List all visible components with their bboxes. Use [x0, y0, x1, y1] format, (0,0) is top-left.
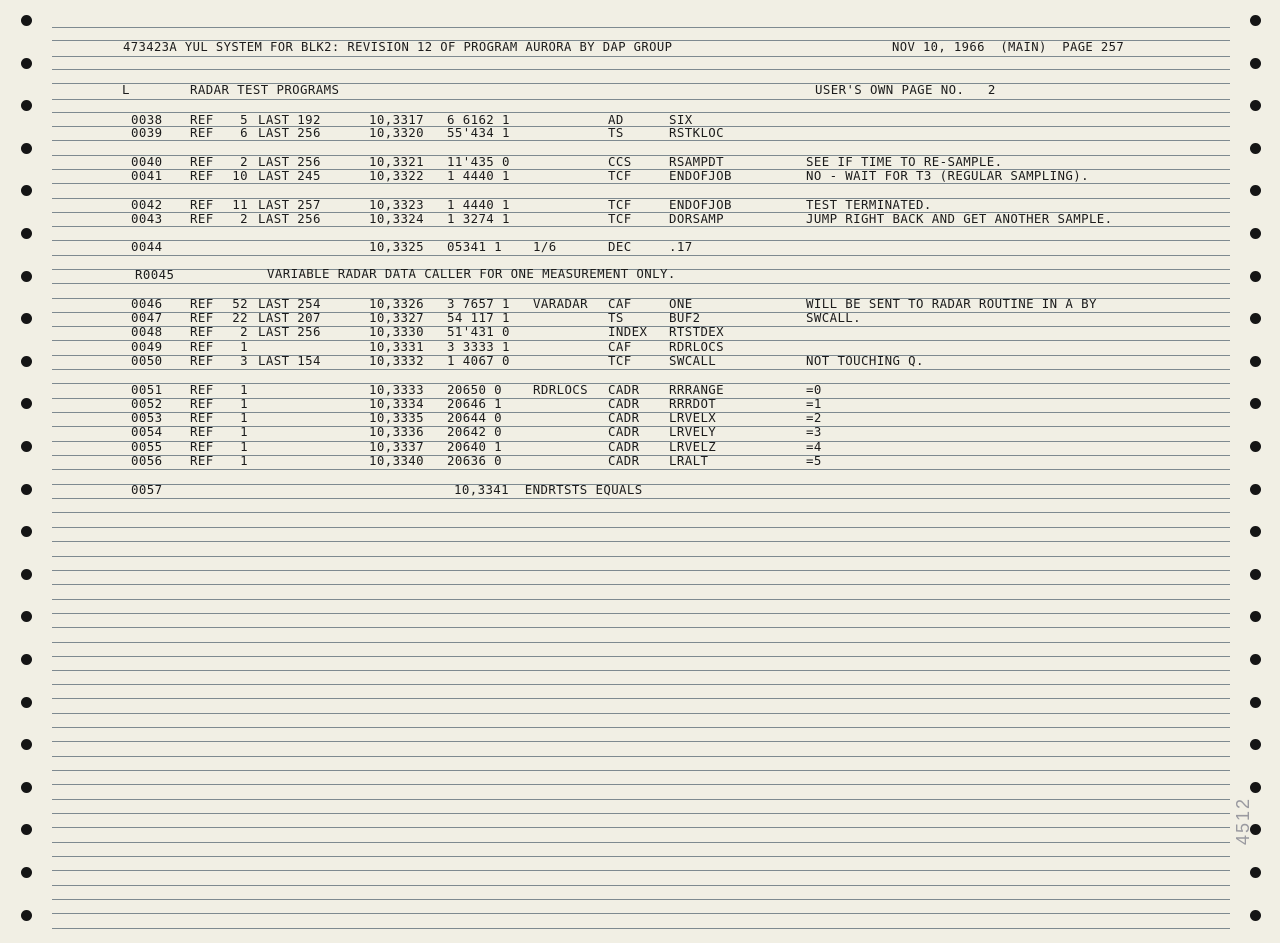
label: 1/6 [533, 239, 557, 254]
opcode: INDEX [608, 324, 648, 339]
feed-hole [1250, 100, 1261, 111]
feed-hole [1250, 356, 1261, 367]
feed-hole [21, 654, 32, 665]
ref-count: 1 [240, 382, 248, 397]
comment: =1 [806, 396, 822, 411]
ref-count: 2 [240, 211, 248, 226]
page-stamp: 4512 [1233, 796, 1253, 845]
operand: ENDOFJOB [669, 168, 732, 183]
last-ref: LAST 192 [258, 112, 321, 127]
ref-keyword: REF [190, 339, 214, 354]
feed-hole [21, 313, 32, 324]
date-and-page: NOV 10, 1966 (MAIN) PAGE 257 [892, 40, 1125, 54]
users-own-page-no: USER'S OWN PAGE NO. 2 [815, 82, 996, 97]
ruled-line [52, 541, 1230, 542]
feed-hole [1250, 484, 1261, 495]
address: 10,3325 [369, 239, 425, 254]
feed-hole [21, 824, 32, 835]
octal-word: 05341 1 [447, 239, 503, 254]
last-ref: LAST 256 [258, 154, 321, 169]
comment: =3 [806, 424, 822, 439]
ref-count: 2 [240, 324, 248, 339]
ruled-line [52, 727, 1230, 728]
ref-keyword: REF [190, 296, 214, 311]
comment: JUMP RIGHT BACK AND GET ANOTHER SAMPLE. [806, 211, 1113, 226]
ref-keyword: REF [190, 154, 214, 169]
feed-hole [21, 185, 32, 196]
feed-hole [1250, 654, 1261, 665]
ruled-line [52, 870, 1230, 871]
feed-hole [21, 611, 32, 622]
ruled-line [52, 240, 1230, 241]
feed-hole [1250, 185, 1261, 196]
opcode: CADR [608, 396, 640, 411]
ruled-line [52, 412, 1230, 413]
section-marker: L [122, 82, 130, 97]
feed-hole [1250, 526, 1261, 537]
operand: BUF2 [669, 310, 701, 325]
operand: RDRLOCS [669, 339, 725, 354]
opcode: TCF [608, 197, 632, 212]
feed-hole [21, 526, 32, 537]
octal-word: 20644 0 [447, 410, 503, 425]
line-number: 0053 [131, 410, 163, 425]
line-number: 0046 [131, 296, 163, 311]
ruled-line [52, 498, 1230, 499]
address: 10,3323 [369, 197, 425, 212]
opcode: CCS [608, 154, 632, 169]
ref-count: 52 [232, 296, 248, 311]
ref-count: 1 [240, 453, 248, 468]
feed-hole [21, 441, 32, 452]
line-number: 0054 [131, 424, 163, 439]
octal-word: 54 117 1 [447, 310, 510, 325]
ref-keyword: REF [190, 453, 214, 468]
line-number: 0041 [131, 168, 163, 183]
ruled-line [52, 642, 1230, 643]
ruled-line [52, 556, 1230, 557]
ruled-line [52, 656, 1230, 657]
opcode: CADR [608, 453, 640, 468]
line-number: R0045 [135, 267, 175, 282]
ruled-line [52, 670, 1230, 671]
octal-word: 20640 1 [447, 439, 503, 454]
ruled-line [52, 255, 1230, 256]
ruled-line [52, 827, 1230, 828]
ref-keyword: REF [190, 353, 214, 368]
ref-count: 2 [240, 154, 248, 169]
octal-word: 11'435 0 [447, 154, 510, 169]
last-ref: LAST 256 [258, 324, 321, 339]
feed-hole [1250, 739, 1261, 750]
ref-count: 6 [240, 125, 248, 140]
ruled-line [52, 383, 1230, 384]
address: 10,3335 [369, 410, 425, 425]
equals-statement: 10,3341 ENDRTSTS EQUALS [454, 482, 643, 497]
opcode: CADR [608, 410, 640, 425]
ruled-line [52, 512, 1230, 513]
octal-word: 55'434 1 [447, 125, 510, 140]
operand: ENDOFJOB [669, 197, 732, 212]
address: 10,3324 [369, 211, 425, 226]
ruled-line [52, 198, 1230, 199]
line-number: 0052 [131, 396, 163, 411]
ruled-line [52, 784, 1230, 785]
ref-count: 1 [240, 410, 248, 425]
line-number: 0056 [131, 453, 163, 468]
line-number: 0049 [131, 339, 163, 354]
opcode: TCF [608, 353, 632, 368]
ruled-line [52, 698, 1230, 699]
feed-hole [21, 867, 32, 878]
ref-count: 5 [240, 112, 248, 127]
ruled-line [52, 312, 1230, 313]
ruled-line [52, 140, 1230, 141]
feed-hole [1250, 867, 1261, 878]
operand: ONE [669, 296, 693, 311]
operand: RRRANGE [669, 382, 725, 397]
ref-keyword: REF [190, 168, 214, 183]
ruled-line [52, 112, 1230, 113]
ref-keyword: REF [190, 112, 214, 127]
comment: TEST TERMINATED. [806, 197, 932, 212]
ruled-line [52, 441, 1230, 442]
line-number: 0042 [131, 197, 163, 212]
feed-hole [1250, 58, 1261, 69]
feed-hole [21, 15, 32, 26]
comment: NOT TOUCHING Q. [806, 353, 924, 368]
feed-hole [21, 228, 32, 239]
operand: LRVELY [669, 424, 717, 439]
comment: =4 [806, 439, 822, 454]
octal-word: 51'431 0 [447, 324, 510, 339]
opcode: CAF [608, 296, 632, 311]
octal-word: 1 3274 1 [447, 211, 510, 226]
operand: RRRDOT [669, 396, 717, 411]
ruled-line [52, 813, 1230, 814]
ruled-line [52, 756, 1230, 757]
ref-count: 1 [240, 396, 248, 411]
ruled-line [52, 842, 1230, 843]
last-ref: LAST 245 [258, 168, 321, 183]
octal-word: 20650 0 [447, 382, 503, 397]
ruled-line [52, 584, 1230, 585]
operand: RTSTDEX [669, 324, 725, 339]
last-ref: LAST 256 [258, 125, 321, 140]
octal-word: 1 4067 0 [447, 353, 510, 368]
feed-hole [1250, 910, 1261, 921]
line-number: 0040 [131, 154, 163, 169]
ruled-line [52, 885, 1230, 886]
opcode: CADR [608, 439, 640, 454]
octal-word: 20642 0 [447, 424, 503, 439]
ruled-line [52, 27, 1230, 28]
feed-hole [1250, 313, 1261, 324]
feed-hole [1250, 611, 1261, 622]
opcode: CADR [608, 382, 640, 397]
ruled-line [52, 126, 1230, 127]
last-ref: LAST 256 [258, 211, 321, 226]
feed-hole [1250, 569, 1261, 580]
comment: SEE IF TIME TO RE-SAMPLE. [806, 154, 1003, 169]
feed-hole [1250, 271, 1261, 282]
address: 10,3331 [369, 339, 425, 354]
address: 10,3332 [369, 353, 425, 368]
feed-hole [1250, 441, 1261, 452]
line-number: 0044 [131, 239, 163, 254]
feed-hole [21, 58, 32, 69]
opcode: CAF [608, 339, 632, 354]
octal-word: 1 4440 1 [447, 168, 510, 183]
address: 10,3334 [369, 396, 425, 411]
ref-keyword: REF [190, 125, 214, 140]
feed-hole [21, 782, 32, 793]
label: RDRLOCS [533, 382, 589, 397]
block-comment: VARIABLE RADAR DATA CALLER FOR ONE MEASUREMENT ONLY. [267, 266, 676, 281]
octal-word: 3 7657 1 [447, 296, 510, 311]
ruled-line [52, 69, 1230, 70]
ruled-line [52, 741, 1230, 742]
line-number: 0055 [131, 439, 163, 454]
ruled-line [52, 355, 1230, 356]
ref-keyword: REF [190, 197, 214, 212]
line-number: 0057 [131, 482, 163, 497]
ruled-line [52, 369, 1230, 370]
comment: NO - WAIT FOR T3 (REGULAR SAMPLING). [806, 168, 1089, 183]
ruled-line [52, 340, 1230, 341]
listing-title: 473423A YUL SYSTEM FOR BLK2: REVISION 12 OF PROGRAM AURORA BY DAP GROUP [123, 40, 673, 54]
comment: =0 [806, 382, 822, 397]
comment: SWCALL. [806, 310, 862, 325]
ref-count: 10 [232, 168, 248, 183]
ruled-line [52, 713, 1230, 714]
address: 10,3317 [369, 112, 425, 127]
operand: RSTKLOC [669, 125, 725, 140]
feed-hole [21, 739, 32, 750]
ref-keyword: REF [190, 310, 214, 325]
ref-count: 22 [232, 310, 248, 325]
ruled-line [52, 684, 1230, 685]
ruled-line [52, 155, 1230, 156]
feed-hole [1250, 228, 1261, 239]
ruled-line [52, 913, 1230, 914]
ref-keyword: REF [190, 324, 214, 339]
ruled-line [52, 56, 1230, 57]
feed-hole [21, 398, 32, 409]
last-ref: LAST 257 [258, 197, 321, 212]
ref-count: 1 [240, 424, 248, 439]
feed-hole [21, 143, 32, 154]
feed-hole [21, 569, 32, 580]
ref-count: 3 [240, 353, 248, 368]
ruled-line [52, 570, 1230, 571]
last-ref: LAST 254 [258, 296, 321, 311]
ref-keyword: REF [190, 439, 214, 454]
ruled-line [52, 599, 1230, 600]
opcode: AD [608, 112, 624, 127]
ref-keyword: REF [190, 410, 214, 425]
ruled-line [52, 99, 1230, 100]
operand: LRVELX [669, 410, 717, 425]
operand: LRALT [669, 453, 709, 468]
line-number: 0048 [131, 324, 163, 339]
feed-hole [21, 697, 32, 708]
address: 10,3336 [369, 424, 425, 439]
address: 10,3340 [369, 453, 425, 468]
ref-count: 1 [240, 339, 248, 354]
octal-word: 20636 0 [447, 453, 503, 468]
line-number: 0047 [131, 310, 163, 325]
ruled-line [52, 899, 1230, 900]
feed-hole [21, 356, 32, 367]
opcode: CADR [608, 424, 640, 439]
line-number: 0039 [131, 125, 163, 140]
ruled-line [52, 469, 1230, 470]
feed-hole [1250, 782, 1261, 793]
comment: =5 [806, 453, 822, 468]
address: 10,3333 [369, 382, 425, 397]
operand: SWCALL [669, 353, 717, 368]
ref-keyword: REF [190, 424, 214, 439]
feed-hole [1250, 697, 1261, 708]
comment: WILL BE SENT TO RADAR ROUTINE IN A BY [806, 296, 1097, 311]
octal-word: 20646 1 [447, 396, 503, 411]
address: 10,3326 [369, 296, 425, 311]
ruled-line [52, 527, 1230, 528]
feed-hole [1250, 398, 1261, 409]
ruled-line [52, 183, 1230, 184]
ruled-line [52, 455, 1230, 456]
feed-hole [1250, 143, 1261, 154]
opcode: TCF [608, 211, 632, 226]
opcode: TS [608, 310, 624, 325]
line-number: 0051 [131, 382, 163, 397]
octal-word: 3 3333 1 [447, 339, 510, 354]
line-number: 0043 [131, 211, 163, 226]
address: 10,3337 [369, 439, 425, 454]
feed-hole [21, 484, 32, 495]
ruled-line [52, 799, 1230, 800]
ref-keyword: REF [190, 396, 214, 411]
ref-count: 1 [240, 439, 248, 454]
ruled-line [52, 398, 1230, 399]
section-title: RADAR TEST PROGRAMS [190, 82, 340, 97]
ruled-line [52, 928, 1230, 929]
last-ref: LAST 207 [258, 310, 321, 325]
opcode: TS [608, 125, 624, 140]
ruled-line [52, 283, 1230, 284]
address: 10,3321 [369, 154, 425, 169]
feed-hole [21, 910, 32, 921]
comment: =2 [806, 410, 822, 425]
ruled-line [52, 426, 1230, 427]
ruled-line [52, 770, 1230, 771]
address: 10,3322 [369, 168, 425, 183]
ruled-line [52, 856, 1230, 857]
operand: LRVELZ [669, 439, 717, 454]
label: VARADAR [533, 296, 589, 311]
address: 10,3330 [369, 324, 425, 339]
address: 10,3320 [369, 125, 425, 140]
operand: DORSAMP [669, 211, 725, 226]
ruled-line [52, 613, 1230, 614]
octal-word: 6 6162 1 [447, 112, 510, 127]
opcode: TCF [608, 168, 632, 183]
last-ref: LAST 154 [258, 353, 321, 368]
line-number: 0038 [131, 112, 163, 127]
operand: .17 [669, 239, 693, 254]
feed-hole [1250, 15, 1261, 26]
line-number: 0050 [131, 353, 163, 368]
ruled-line [52, 226, 1230, 227]
opcode: DEC [608, 239, 632, 254]
ruled-line [52, 627, 1230, 628]
ref-count: 11 [232, 197, 248, 212]
feed-hole [21, 271, 32, 282]
ref-keyword: REF [190, 211, 214, 226]
operand: SIX [669, 112, 693, 127]
operand: RSAMPDT [669, 154, 725, 169]
octal-word: 1 4440 1 [447, 197, 510, 212]
address: 10,3327 [369, 310, 425, 325]
feed-hole [21, 100, 32, 111]
ref-keyword: REF [190, 382, 214, 397]
